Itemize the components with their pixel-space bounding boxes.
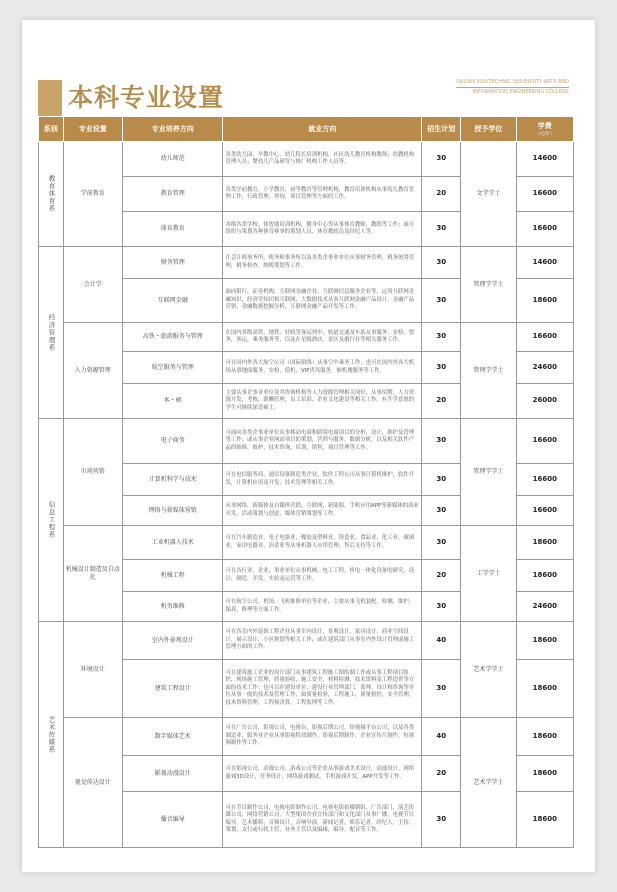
fee-cell: 26000 (516, 384, 573, 419)
fee-cell: 16600 (516, 177, 573, 212)
quota-cell: 30 (422, 142, 461, 177)
table-row (39, 323, 574, 352)
fee-cell: 18600 (516, 756, 573, 792)
fee-cell: 24600 (516, 352, 573, 384)
page-title: 本科专业设置 (68, 83, 225, 112)
fee-cell: 14600 (516, 247, 573, 279)
fee-unit: （元/年） (535, 132, 555, 137)
table-row (39, 718, 574, 756)
college-name-line-2: INFORMATION ENGINEERING COLLEGE (472, 89, 569, 95)
employment-cell: 可在建筑施工企业的设计部门从事建筑工程施工图绘制工作或从事工程项目组织，现场施工管理，质量验收，施工安全，材料检测，技术资料及工程造价等方面的技术工作；也可以在建设单位，建设行业管理部门，监理，设计和咨询等单位从事一般的技术及管理工作，如质量检验，工程施工，质量检控，安全管理，技术资料管理，工程预决算，工程监理等工作。 (223, 660, 422, 718)
quota-cell: 30 (422, 323, 461, 352)
fee-cell: 18600 (516, 660, 573, 718)
quota-cell: 30 (422, 526, 461, 560)
table-row (39, 419, 574, 464)
employment-cell: 可在节目制作公司，电视电影制作公司，电视电影拍摄剧组，广告部门，演艺传媒公司，网络营销公司，大型集团企业宣传部门和文化部门从事广播，电视节目编导，艺术播影，音频设计，音响导演，新闻记者，娱乐记者，经纪人，主持，策划，支行或行政主管，业务主管以及编辑，编导，配音等工作。 (223, 792, 422, 848)
major-cell: 市场营销 (63, 419, 122, 526)
quota-cell: 30 (422, 660, 461, 718)
direction-cell: 数字媒体艺术 (123, 718, 223, 756)
quota-cell: 30 (422, 464, 461, 496)
employment-cell: 在会计师事务所，税务师事务所以及各类企事业单位从事财务管理，税务统筹管理，税务检查，纳税筹划等工作。 (223, 247, 422, 279)
major-cell: 人力资源管理 (63, 323, 122, 419)
major-cell: 视觉传达设计 (63, 718, 122, 848)
employment-cell: 可在广告公司，影视公司，电视台，影视后期公司，短视频平台公司，以及各类制造业，服务业企业从事影视特效制作，影视后期制作，企业宣传片制作，短视频制作等工作。 (223, 718, 422, 756)
dept-cell: 信息工程系 (39, 419, 64, 622)
quota-cell: 20 (422, 756, 461, 792)
table-row (39, 526, 574, 560)
employment-cell: 各类学前教育，小学教育，初等教育等管理机构，教育培训机构从事幼儿教育管理工作，行政管理，咨询，项目管理等方面的工作。 (223, 177, 422, 212)
major-cell: 学前教育 (63, 142, 122, 247)
employment-cell: 可在汽车制造业，电子电器业，橡胶及塑料业，铸造业，食品业，化工业，玻璃业，家用电器业，冶金业等从事机器人应用管理，售后支持等工作。 (223, 526, 422, 560)
table-row (39, 247, 574, 279)
employment-cell: 各类幼儿园，早教中心，幼儿特长培训机构，社区幼儿教育机构教师；幼教机构管理人员；婴幼儿产品研发与推广机构工作人员等。 (223, 142, 422, 177)
fee-cell: 16600 (516, 496, 573, 526)
fee-cell: 16600 (516, 464, 573, 496)
col-header-major: 专业设置 (63, 117, 122, 142)
quota-cell: 20 (422, 560, 461, 592)
direction-cell: 体育教育 (123, 212, 223, 247)
direction-cell: 室内外景观设计 (123, 622, 223, 660)
employment-cell: 从事网络，新媒体及自媒体营销，互联网，新能源，手机应用APP等新媒体的商业开发，活动策划与创意，媒体营销策划等工作。 (223, 496, 422, 526)
degree-cell: 管理学学士 (461, 247, 516, 323)
degree-cell: 管理学学士 (461, 419, 516, 526)
dept-cell: 经济管理系 (39, 247, 64, 419)
fee-cell: 16600 (516, 212, 573, 247)
direction-cell: 互联网金融 (123, 279, 223, 323)
employment-cell: 主要从事企事业单位及其咨询机构等人力资源管理相关岗位，从事招聘，人力资源开发，考核，薪酬管理，员工培训，企业文化建设等相关工作。有升学意愿的学生可继续深造硕士。 (223, 384, 422, 419)
college-name-line-1: DALIAN POLYTECHNIC UNIVERSITY ARTS AND (456, 78, 569, 88)
employment-cell: 各级各类学校，体智能培训机构，健身中心等从事体育教师，教练等工作；或可组织与策划各种体育赛事的策划人员，体育教练员及经纪人等。 (223, 212, 422, 247)
degree-cell: 工学学士 (461, 526, 516, 622)
quota-cell: 20 (422, 384, 461, 419)
fee-label: 学费 (537, 122, 552, 130)
col-header-quota: 招生计划 (422, 117, 461, 142)
direction-cell: 网络与新媒体营销 (123, 496, 223, 526)
table-row (39, 142, 574, 177)
degree-cell: 文学学士 (461, 142, 516, 247)
fee-cell: 18600 (516, 560, 573, 592)
quota-cell: 30 (422, 792, 461, 848)
col-header-dept: 系别 (39, 117, 64, 142)
majors-table (38, 116, 574, 848)
quota-cell: 40 (422, 622, 461, 660)
fee-cell: 14600 (516, 142, 573, 177)
dept-cell: 教育体育系 (39, 142, 64, 247)
employment-cell: 可在各室内外装饰工程企业从事室内设计，景观设计，家具设计，商业空间设计，展示设计，小区规划等相关工作，或在建筑部门从事室内外设计管理或施工管理方面的工作。 (223, 622, 422, 660)
fee-cell: 18600 (516, 718, 573, 756)
direction-cell: 播音编导 (123, 792, 223, 848)
major-cell: 机械设计制造及自动化 (63, 526, 122, 622)
fee-cell: 16600 (516, 323, 573, 352)
fee-cell: 24600 (516, 592, 573, 622)
direction-cell: 影视动漫设计 (123, 756, 223, 792)
employment-cell: 可面向各类企事业单位从事移动电商和跨境电商项目的分析，设计，维护及管理等工作；或从事企业网站项目的策划，营销与服务，数据分析，以及相关软件产品的维修，维护，技术咨询，培训，销售，项目管理等工作。 (223, 419, 422, 464)
direction-cell: 建筑工程设计 (123, 660, 223, 718)
dept-cell: 艺术传媒系 (39, 622, 64, 848)
col-header-fee (516, 117, 573, 142)
fee-cell: 18600 (516, 526, 573, 560)
direction-cell: 航空服务与管理 (123, 352, 223, 384)
degree-cell: 管理学学士 (461, 323, 516, 419)
employment-cell: 可在航空公司，机场，飞机维修单位等企业，主要从事飞机装配，检测，维护，保养，修理等方面工作。 (223, 592, 422, 622)
degree-cell: 艺术学学士 (461, 718, 516, 848)
direction-cell: 电子商务 (123, 419, 223, 464)
employment-cell: 在国内各级高铁，地铁，轻轨等客运列车，轨道交通及车站从事服务，安检，票务，客运，乘务服务等，以及在星级酒店，景区及旅行社等相关服务工作。 (223, 323, 422, 352)
direction-cell: 工业机器人技术 (123, 526, 223, 560)
table-header-row (39, 117, 574, 142)
major-cell: 环境设计 (63, 622, 122, 718)
employment-cell: 可在国内外各大航空公司（国际航线）从事空中乘务工作；也可在国内外各大机场从事地面服务，安检，值机，VIP贵宾服务，候机楼服务等工作。 (223, 352, 422, 384)
quota-cell: 30 (422, 419, 461, 464)
quota-cell: 30 (422, 247, 461, 279)
college-name (456, 78, 569, 96)
quota-cell: 40 (422, 718, 461, 756)
col-header-employment: 就业方向 (223, 117, 422, 142)
major-cell: 会计学 (63, 247, 122, 323)
employment-cell: 可在影视公司，动漫公司，游戏公司等企业从事游戏美术设计，动漫设计，网络游戏3D设计，任务设计，网络游戏测试，手机游戏开发，APP开发等工作。 (223, 756, 422, 792)
col-header-direction: 专业培养方向 (123, 117, 223, 142)
quota-cell: 30 (422, 212, 461, 247)
col-header-degree: 授予学位 (461, 117, 516, 142)
table-row (39, 622, 574, 660)
employment-cell: 可在各行业，企业，事业单位从事机械，电工工程，机电一体化设备的研究，设计，制造，开发，实验及运营等工作。 (223, 560, 422, 592)
direction-cell: 高铁・旅游服务与管理 (123, 323, 223, 352)
employment-cell: 面向银行，证券机构，互联网金融企业，互联网信息服务企业等，运用互联网金融知识，经济学知识和互联网，大数据技术从事互联网金融产品设计，金融产品营销，金融数据挖掘分析，互联网金融产品开发等工作。 (223, 279, 422, 323)
fee-cell: 16600 (516, 419, 573, 464)
fee-cell: 18600 (516, 279, 573, 323)
direction-cell: 财务管理 (123, 247, 223, 279)
direction-cell: 幼儿师范 (123, 142, 223, 177)
quota-cell: 30 (422, 592, 461, 622)
quota-cell: 30 (422, 352, 461, 384)
fee-cell: 18600 (516, 792, 573, 848)
direction-cell: 计算机科学与技术 (123, 464, 223, 496)
degree-cell: 艺术学学士 (461, 622, 516, 718)
direction-cell: 教育管理 (123, 177, 223, 212)
quota-cell: 20 (422, 177, 461, 212)
direction-cell: 机械工程 (123, 560, 223, 592)
direction-cell: 本・硕 (123, 384, 223, 419)
employment-cell: 可在电信服务商，通信设备制造类企业，软件工程公司从事计算机维护，软件开发，计算机应用及开发，技术管理等相关工作。 (223, 464, 422, 496)
fee-cell: 18600 (516, 622, 573, 660)
quota-cell: 30 (422, 496, 461, 526)
quota-cell: 30 (422, 279, 461, 323)
direction-cell: 机务维修 (123, 592, 223, 622)
